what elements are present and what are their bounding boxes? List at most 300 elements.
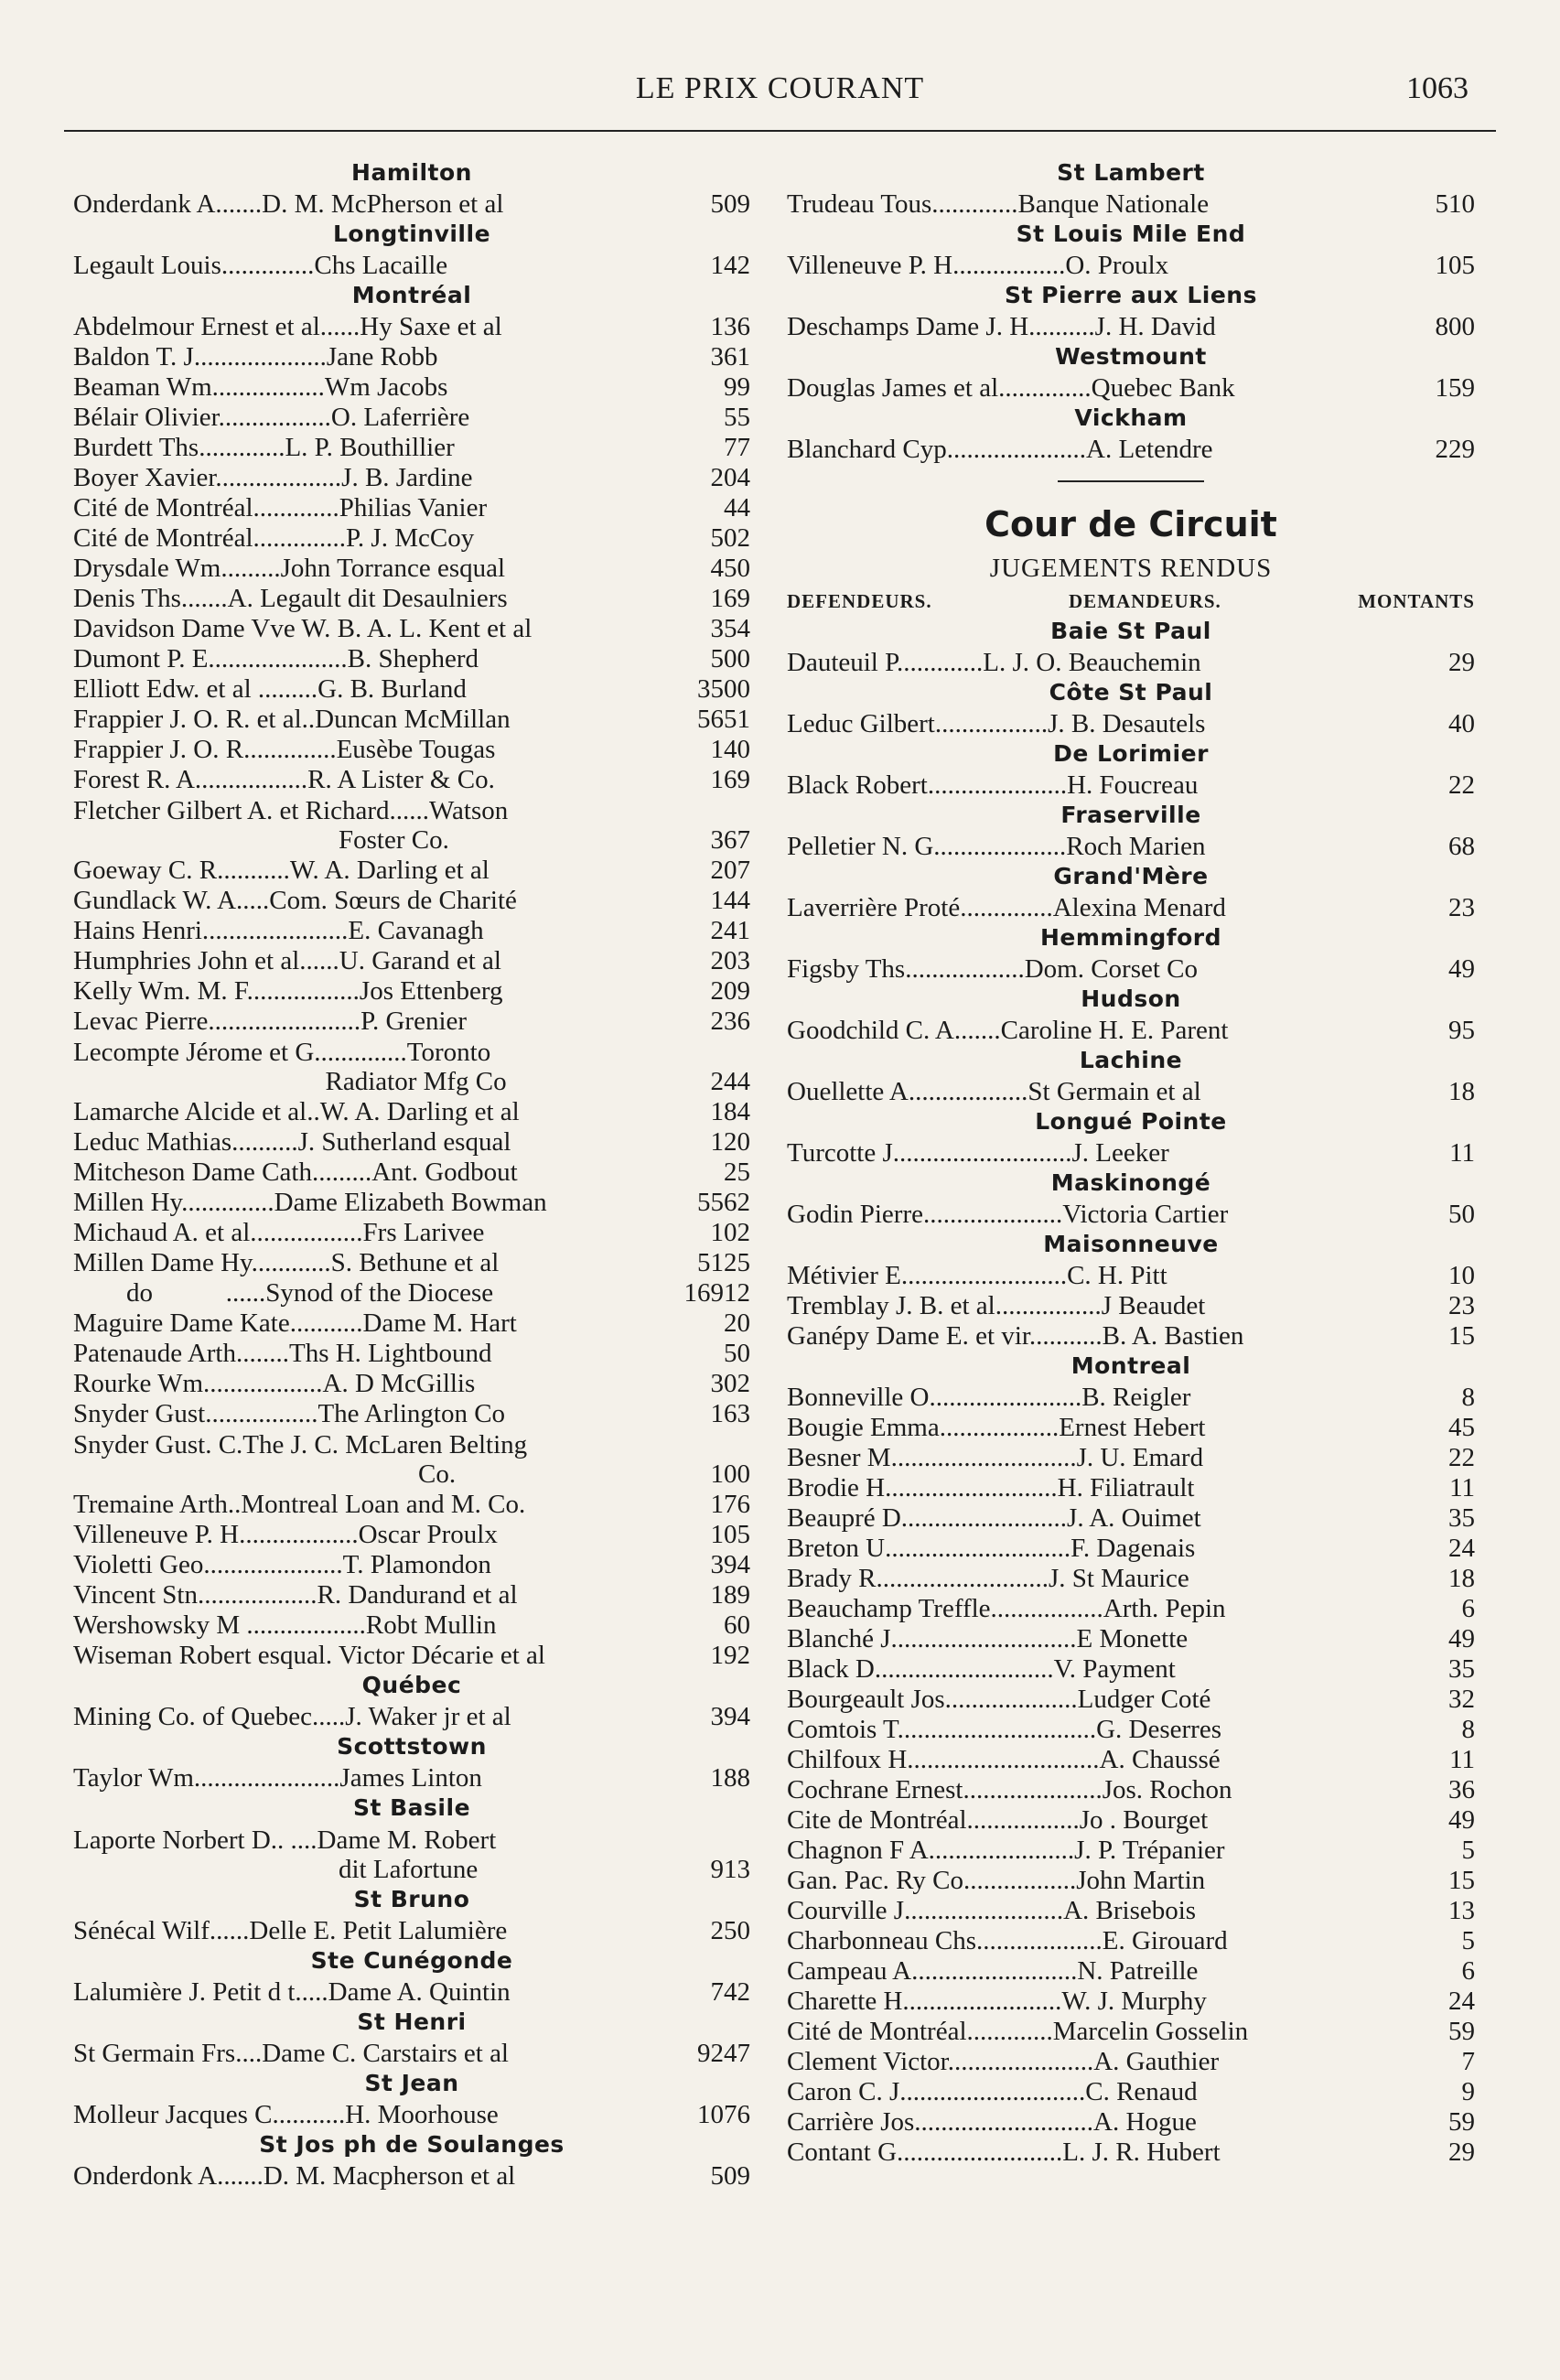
judgment-row [787,708,1475,738]
row-text: Davidson Dame Vve W. B. A. L. Kent et al [73,614,533,643]
row-amount: 5651 [697,705,750,734]
row-text: Gundlack W. A.....Com. Sœurs de Charité [73,886,517,915]
left-column [73,157,750,2191]
row-text: Bélair Olivier.................O. Laferrière [73,403,470,432]
row-text: Sénécal Wilf......Delle E. Petit Lalumière [73,1916,508,1945]
judgment-row [73,188,750,219]
row-text: Lecompte Jérome et G..............Toronto Radiator Mfg Co [73,1038,507,1096]
judgment-row [73,1247,750,1277]
row-amount: 120 [710,1127,750,1157]
section-heading: Baie St Paul [1050,618,1211,644]
row-amount: 203 [710,946,750,975]
judgment-row [73,1428,750,1489]
row-amount: 163 [710,1399,750,1428]
judgment-row [787,1593,1475,1623]
section-heading: Lachine [1079,1047,1183,1073]
row-amount: 59 [1448,2107,1475,2137]
row-amount: 169 [710,765,750,794]
row-amount: 15 [1448,1866,1475,1895]
row-amount: 100 [710,1459,750,1489]
row-text: Wershowsky M ..................Robt Mullin [73,1610,497,1640]
judgment-row [73,1217,750,1247]
judgment-row [787,1865,1475,1895]
judgment-row [787,1260,1475,1290]
row-text: Fletcher Gilbert A. et Richard......Watson Foster Co. [73,796,509,855]
row-text: Patenaude Arth........Ths H. Lightbound [73,1339,492,1368]
row-amount: 394 [710,1702,750,1731]
section-heading: Fraserville [1060,802,1201,828]
row-text: Cité de Montréal.............Philias Vanier [73,493,488,522]
court-subtitle: JUGEMENTS RENDUS [989,554,1273,583]
row-text: Brady R..........................J. St Maurice [787,1564,1189,1593]
row-amount: 1076 [697,2100,750,2129]
row-text: Wiseman Robert esqual. Victor Décarie et al [73,1641,545,1670]
row-text: Turcotte J...........................J. Leeker [787,1138,1169,1168]
judgment-row [787,188,1475,219]
row-amount: 8 [1461,1383,1475,1412]
judgment-row [787,1199,1475,1229]
judgment-row [787,434,1475,464]
row-amount: 29 [1448,648,1475,677]
row-amount: 159 [1435,373,1475,403]
judgment-row [73,1824,750,1884]
judgment-row [73,492,750,522]
row-amount: 59 [1448,2017,1475,2046]
judgment-row [787,1382,1475,1412]
judgment-row [787,1986,1475,2016]
col-defendeurs: DEFENDEURS. [787,590,932,612]
judgment-row [73,341,750,372]
row-text: Millen Hy..............Dame Elizabeth Bowman [73,1188,547,1217]
row-amount: 913 [710,1855,750,1884]
judgment-row [73,2160,750,2191]
row-text: Leduc Gilbert.................J. B. Desautels [787,709,1206,738]
judgment-row [73,794,750,855]
row-amount: 502 [710,523,750,553]
row-text: Douglas James et al..............Quebec Bank [787,373,1235,403]
judgment-row [73,1701,750,1731]
row-amount: 8 [1461,1715,1475,1744]
row-text: Taylor Wm......................James Linton [73,1763,482,1793]
row-amount: 22 [1448,1443,1475,1472]
row-text: Drysdale Wm.........John Torrance esqual [73,554,506,583]
row-amount: 509 [710,2161,750,2191]
row-text: Levac Pierre.......................P. Grenier [73,1007,468,1036]
section-heading: St Lambert [1057,159,1205,186]
row-text: Laporte Norbert D.. ....Dame M. Robert dit Lafortune [73,1825,497,1884]
page-number: 1063 [1406,71,1469,105]
row-text: Molleur Jacques C...........H. Moorhouse [73,2100,499,2129]
row-amount: 44 [724,493,750,522]
row-text: Trudeau Tous.............Banque Nationale [787,189,1210,219]
row-text: Maguire Dame Kate...........Dame M. Hart [73,1308,517,1338]
row-text: Cité de Montréal.............Marcelin Gosselin [787,2017,1249,2046]
row-text: Besner M............................J. U. Emard [787,1443,1204,1472]
section-heading: Grand'Mère [1053,863,1209,889]
row-text: do ......Synod of the Diocese [73,1278,494,1308]
row-amount: 500 [710,644,750,673]
row-text: Gan. Pac. Ry Co.................John Martin [787,1866,1206,1895]
judgment-row [73,673,750,704]
row-amount: 9 [1461,2077,1475,2106]
row-amount: 188 [710,1763,750,1793]
row-text: Tremaine Arth..Montreal Loan and M. Co. [73,1490,526,1519]
row-amount: 6 [1461,1594,1475,1623]
row-text: Denis Ths.......A. Legault dit Desaulniers [73,584,508,613]
judgment-row [787,1955,1475,1986]
judgment-row [73,2099,750,2129]
row-amount: 60 [724,1610,750,1640]
section-heading: Montreal [1070,1352,1191,1379]
judgment-row [73,704,750,734]
judgment-row [73,553,750,583]
judgment-row [73,1277,750,1308]
row-amount: 192 [710,1641,750,1670]
row-amount: 7 [1461,2047,1475,2076]
row-amount: 5 [1461,1836,1475,1865]
judgment-row [73,1157,750,1187]
row-text: Blanchard Cyp.....................A. Letendre [787,435,1213,464]
row-amount: 800 [1435,312,1475,341]
judgment-row [787,1563,1475,1593]
row-text: Charette H........................W. J. Murphy [787,1987,1207,2016]
judgment-row [73,945,750,975]
row-text: Deschamps Dame J. H..........J. H. David [787,312,1216,341]
row-amount: 102 [710,1218,750,1247]
row-text: Onderdonk A.......D. M. Macpherson et al [73,2161,516,2191]
row-text: Laverrière Proté..............Alexina Menard [787,893,1226,922]
judgment-row [787,250,1475,280]
judgment-row [73,885,750,915]
judgment-row [787,372,1475,403]
section-heading: St Pierre aux Liens [1005,282,1257,308]
section-heading: Hamilton [351,159,472,186]
judgment-row [787,953,1475,984]
row-amount: 22 [1448,770,1475,800]
judgment-row [73,1006,750,1036]
row-text: Frappier J. O. R. et al..Duncan McMillan [73,705,511,734]
col-demandeurs: DEMANDEURS. [1069,590,1221,612]
row-text: Goodchild C. A.......Caroline H. E. Parent [787,1016,1229,1045]
judgment-row [73,764,750,794]
row-amount: 250 [710,1916,750,1945]
row-text: Comtois T..............................G. Deserres [787,1715,1221,1744]
header-rule [64,130,1496,132]
row-text: Chagnon F A......................J. P. Trépanier [787,1836,1225,1865]
row-amount: 354 [710,614,750,643]
judgment-row [73,1640,750,1670]
row-amount: 11 [1449,1745,1475,1774]
row-amount: 510 [1435,189,1475,219]
section-heading: Hemmingford [1039,924,1222,951]
court-title: Cour de Circuit [984,504,1277,544]
row-amount: 6 [1461,1956,1475,1986]
judgment-row [787,2106,1475,2137]
row-text: Godin Pierre.....................Victoria Cartier [787,1200,1229,1229]
judgment-row [787,1502,1475,1533]
row-amount: 18 [1448,1077,1475,1106]
row-text: Boyer Xavier...................J. B. Jardine [73,463,473,492]
row-text: Clement Victor......................A. Gauthier [787,2047,1220,2076]
judgment-row [787,1015,1475,1045]
section-heading: Ste Cunégonde [310,1947,513,1974]
judgment-row [787,1442,1475,1472]
row-text: Tremblay J. B. et al................J Beaudet [787,1291,1206,1320]
judgment-row [73,1519,750,1549]
running-title: LE PRIX COURANT [635,71,925,105]
row-amount: 361 [710,342,750,372]
section-heading: St Bruno [353,1886,470,1912]
judgment-row [787,2046,1475,2076]
page-header [0,0,1560,137]
row-text: Mitcheson Dame Cath.........Ant. Godbout [73,1158,518,1187]
row-text: Forest R. A.................R. A Lister & Co. [73,765,495,794]
section-heading: Westmount [1055,343,1207,370]
judgment-row [787,1714,1475,1744]
judgment-row [787,1472,1475,1502]
row-amount: 229 [1435,435,1475,464]
row-text: Millen Dame Hy............S. Bethune et al [73,1248,500,1277]
row-text: Cité de Montréal..............P. J. McCoy [73,523,475,553]
judgment-row [787,2137,1475,2167]
row-text: Beaupré D.........................J. A. Ouimet [787,1503,1201,1533]
section-heading: St Henri [357,2008,467,2035]
judgment-row [73,1915,750,1945]
row-text: Rourke Wm..................A. D McGillis [73,1369,476,1398]
judgment-row [787,1895,1475,1925]
row-amount: 35 [1448,1503,1475,1533]
judgment-row [787,2016,1475,2046]
row-text: Carrière Jos...........................A. Hogue [787,2107,1197,2137]
row-text: Black Robert.....................H. Foucreau [787,770,1199,800]
row-text: Lalumière J. Petit d t.....Dame A. Quintin [73,1977,511,2007]
row-amount: 204 [710,463,750,492]
judgment-row [73,1308,750,1338]
row-text: Breton U............................F. Dagenais [787,1534,1196,1563]
row-amount: 189 [710,1580,750,1610]
section-heading: Longué Pointe [1035,1108,1227,1135]
row-amount: 5 [1461,1926,1475,1955]
judgment-row [73,250,750,280]
judgment-row [787,647,1475,677]
section-heading: Hudson [1081,985,1181,1012]
row-amount: 24 [1448,1987,1475,2016]
section-rule [1058,480,1204,482]
row-text: Brodie H..........................H. Filiatrault [787,1473,1195,1502]
judgment-row [73,1096,750,1126]
row-amount: 68 [1448,832,1475,861]
row-amount: 169 [710,584,750,613]
row-text: Kelly Wm. M. F.................Jos Ettenberg [73,976,503,1006]
row-text: Onderdank A.......D. M. McPherson et al [73,189,504,219]
judgment-row [73,643,750,673]
row-text: Figsby Ths..................Dom. Corset Co [787,954,1199,984]
row-amount: 10 [1448,1261,1475,1290]
row-text: Bonneville O.......................B. Reigler [787,1383,1191,1412]
row-text: Michaud A. et al.................Frs Larivee [73,1218,485,1247]
row-text: Caron C. J............................C. Renaud [787,2077,1198,2106]
row-amount: 50 [724,1339,750,1368]
row-text: Ouellette A..................St Germain et al [787,1077,1201,1106]
row-text: Cite de Montréal.................Jo . Bourget [787,1805,1209,1835]
row-amount: 105 [710,1520,750,1549]
section-heading: Côte St Paul [1049,679,1213,705]
judgment-row [73,1187,750,1217]
row-text: Métivier E.........................C. H. Pitt [787,1261,1167,1290]
row-text: Bougie Emma..................Ernest Hebert [787,1413,1206,1442]
row-text: St Germain Frs....Dame C. Carstairs et al [73,2039,509,2068]
judgment-row [787,831,1475,861]
row-amount: 40 [1448,709,1475,738]
row-text: Campeau A.........................N. Patreille [787,1956,1199,1986]
row-amount: 3500 [697,674,750,704]
right-column [787,157,1475,2167]
section-heading: Maskinongé [1050,1169,1211,1196]
section-heading: De Lorimier [1053,740,1209,767]
row-amount: 11 [1449,1138,1475,1168]
row-text: Dauteuil P.............L. J. O. Beauchemin [787,648,1201,677]
row-text: Legault Louis..............Chs Lacaille [73,251,448,280]
row-amount: 184 [710,1097,750,1126]
row-text: Mining Co. of Quebec.....J. Waker jr et al [73,1702,511,1731]
row-amount: 450 [710,554,750,583]
row-text: Ganépy Dame E. et vir...........B. A. Bastien [787,1321,1244,1351]
judgment-row [787,1684,1475,1714]
judgment-row [787,1533,1475,1563]
row-amount: 99 [724,372,750,402]
row-text: Frappier J. O. R..............Eusèbe Tougas [73,735,496,764]
judgment-row [73,1036,750,1096]
column-headings [787,587,1475,616]
section-heading: Montréal [351,282,472,308]
row-text: Leduc Mathias..........J. Sutherland esqual [73,1127,511,1157]
judgment-row [73,734,750,764]
row-text: Beaman Wm.................Wm Jacobs [73,372,448,402]
judgment-row [787,1137,1475,1168]
row-text: Villeneuve P. H.................O. Proulx [787,251,1169,280]
row-text: Blanché J............................E Monette [787,1624,1189,1653]
row-text: Courville J........................A. Brisebois [787,1896,1197,1925]
row-amount: 144 [710,886,750,915]
row-amount: 105 [1435,251,1475,280]
row-text: Humphries John et al......U. Garand et al [73,946,501,975]
col-montants: MONTANTS [1358,590,1475,612]
row-amount: 49 [1448,1805,1475,1835]
row-text: Baldon T. J....................Jane Robb [73,342,438,372]
row-amount: 140 [710,735,750,764]
judgment-row [73,432,750,462]
row-amount: 13 [1448,1896,1475,1925]
judgment-row [787,1076,1475,1106]
judgment-row [73,1976,750,2007]
row-amount: 45 [1448,1413,1475,1442]
row-text: Abdelmour Ernest et al......Hy Saxe et al [73,312,502,341]
row-amount: 244 [710,1067,750,1096]
judgment-row [73,311,750,341]
row-amount: 23 [1448,893,1475,922]
row-text: Black D...........................V. Payment [787,1654,1176,1684]
judgment-row [73,613,750,643]
judgment-row [787,770,1475,800]
judgment-row [787,1412,1475,1442]
judgment-row [787,1744,1475,1774]
judgment-row [787,1835,1475,1865]
row-text: Dumont P. E.....................B. Shepherd [73,644,479,673]
judgment-row [73,975,750,1006]
row-text: Elliott Edw. et al .........G. B. Burland [73,674,467,704]
row-text: Burdett Ths.............L. P. Bouthillier [73,433,455,462]
row-amount: 24 [1448,1534,1475,1563]
judgment-row [787,892,1475,922]
judgment-row [787,1804,1475,1835]
row-amount: 367 [710,825,750,855]
judgment-row [73,1398,750,1428]
row-amount: 142 [710,251,750,280]
judgment-row [73,1338,750,1368]
row-amount: 207 [710,856,750,885]
judgment-row [73,1579,750,1610]
judgment-row [787,1925,1475,1955]
judgment-row [73,1489,750,1519]
row-amount: 36 [1448,1775,1475,1804]
row-amount: 209 [710,976,750,1006]
row-amount: 11 [1449,1473,1475,1502]
row-text: Pelletier N. G....................Roch Marien [787,832,1206,861]
row-amount: 9247 [697,2039,750,2068]
row-amount: 23 [1448,1291,1475,1320]
row-text: Chilfoux H.............................A. Chaussé [787,1745,1221,1774]
row-amount: 50 [1448,1200,1475,1229]
row-text: Hains Henri......................E. Cavanagh [73,916,484,945]
judgment-row [787,1320,1475,1351]
judgment-row [73,1126,750,1157]
row-text: Snyder Gust.................The Arlington Co [73,1399,506,1428]
section-heading: St Jos ph de Soulanges [259,2131,565,2158]
row-amount: 15 [1448,1321,1475,1351]
judgment-row [787,1653,1475,1684]
row-amount: 5562 [697,1188,750,1217]
judgment-row [787,1290,1475,1320]
row-text: Contant G.........................L. J. R. Hubert [787,2138,1221,2167]
row-text: Goeway C. R...........W. A. Darling et al [73,856,490,885]
section-heading: Scottstown [337,1733,487,1760]
judgment-row [73,583,750,613]
judgment-row [73,522,750,553]
row-text: Beauchamp Treffle.................Arth. Pepin [787,1594,1226,1623]
row-amount: 25 [724,1158,750,1187]
row-amount: 241 [710,916,750,945]
judgment-row [73,402,750,432]
row-amount: 136 [710,312,750,341]
row-amount: 176 [710,1490,750,1519]
row-amount: 77 [724,433,750,462]
row-amount: 35 [1448,1654,1475,1684]
judgment-row [73,1549,750,1579]
row-amount: 55 [724,403,750,432]
section-heading: Longtinville [332,221,491,247]
judgment-row [787,1774,1475,1804]
judgment-row [73,372,750,402]
row-amount: 394 [710,1550,750,1579]
section-heading: St Basile [352,1794,471,1821]
row-text: Bourgeault Jos....................Ludger Coté [787,1685,1211,1714]
judgment-row [73,1368,750,1398]
row-amount: 32 [1448,1685,1475,1714]
row-amount: 49 [1448,1624,1475,1653]
row-amount: 5125 [697,1248,750,1277]
row-amount: 95 [1448,1016,1475,1045]
judgment-row [787,1623,1475,1653]
